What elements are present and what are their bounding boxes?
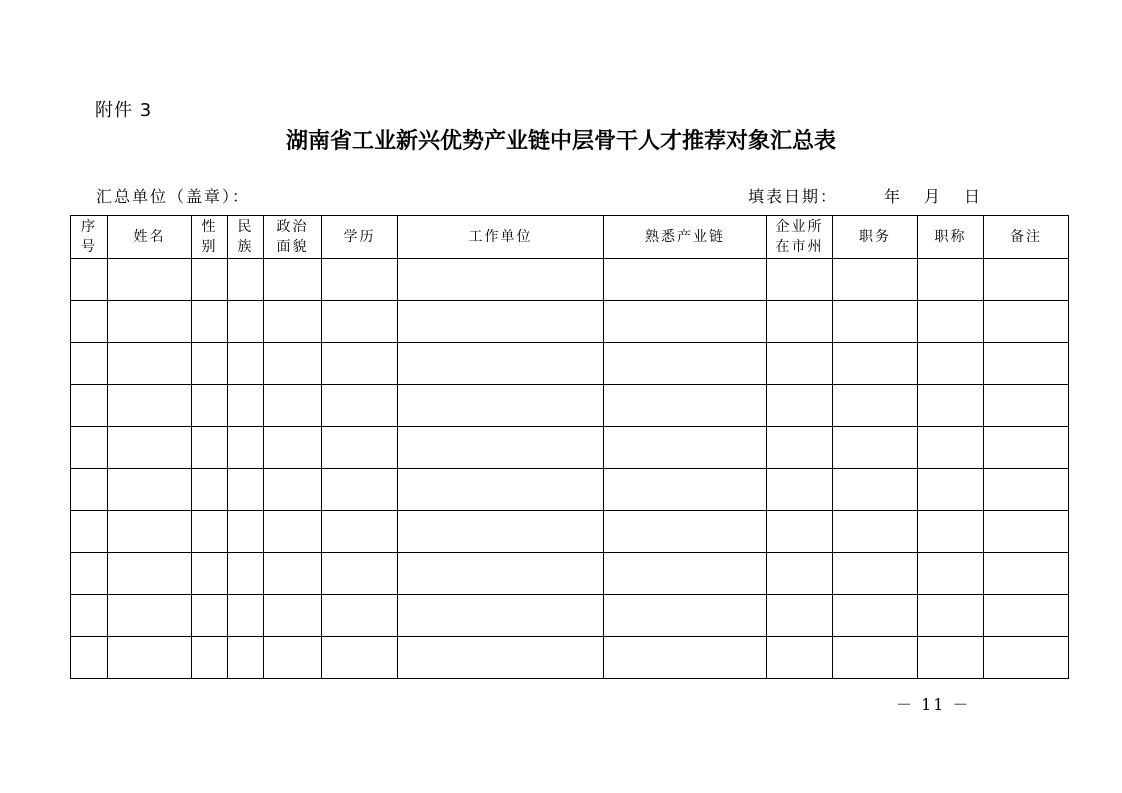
table-row	[71, 511, 1069, 553]
recommendation-summary-table	[70, 215, 1069, 679]
table-cell[interactable]	[398, 595, 604, 637]
table-row	[71, 301, 1069, 343]
table-cell[interactable]	[833, 595, 918, 637]
table-row	[71, 385, 1069, 427]
table-row	[71, 427, 1069, 469]
table-cell[interactable]	[918, 595, 984, 637]
table-cell[interactable]	[228, 469, 264, 511]
table-cell[interactable]	[767, 385, 833, 427]
table-cell[interactable]	[322, 259, 398, 301]
column-header-line1: 学历	[343, 229, 376, 245]
table-cell[interactable]	[604, 637, 767, 679]
column-header-line1: 企业所	[775, 219, 824, 235]
table-cell[interactable]	[228, 595, 264, 637]
table-cell[interactable]	[918, 301, 984, 343]
page-title: 湖南省工业新兴优势产业链中层骨干人才推荐对象汇总表	[285, 128, 836, 154]
table-cell[interactable]	[108, 385, 192, 427]
table-cell[interactable]	[398, 553, 604, 595]
table-cell[interactable]	[322, 301, 398, 343]
column-header	[264, 216, 322, 259]
table-cell[interactable]	[228, 637, 264, 679]
table-cell[interactable]	[322, 595, 398, 637]
table-cell[interactable]	[322, 553, 398, 595]
column-header	[984, 216, 1069, 259]
table-cell[interactable]	[228, 259, 264, 301]
table-cell[interactable]	[918, 469, 984, 511]
column-header-line2: 号	[81, 239, 97, 255]
table-cell[interactable]	[984, 595, 1069, 637]
table-cell[interactable]	[71, 301, 108, 343]
table-cell[interactable]	[264, 427, 322, 469]
table-cell[interactable]	[918, 511, 984, 553]
table-cell[interactable]	[833, 385, 918, 427]
column-header	[767, 216, 833, 259]
column-header-line1: 性	[201, 219, 218, 235]
table-cell[interactable]	[604, 511, 767, 553]
table-cell[interactable]	[398, 301, 604, 343]
table-cell[interactable]	[108, 595, 192, 637]
table-cell[interactable]	[833, 511, 918, 553]
table-cell[interactable]	[833, 427, 918, 469]
table-cell[interactable]	[192, 637, 228, 679]
table-cell[interactable]	[228, 301, 264, 343]
table-row	[71, 553, 1069, 595]
table-cell[interactable]	[833, 469, 918, 511]
fill-date-label: 填表日期：	[748, 187, 839, 206]
table-cell[interactable]	[71, 385, 108, 427]
fill-date	[748, 184, 1004, 207]
table-cell[interactable]	[264, 343, 322, 385]
column-header	[192, 216, 228, 259]
fill-date-day: 日	[964, 187, 983, 206]
table-cell[interactable]	[398, 637, 604, 679]
table-row	[71, 259, 1069, 301]
table-cell[interactable]	[322, 343, 398, 385]
table-cell[interactable]	[918, 427, 984, 469]
table-cell[interactable]	[192, 595, 228, 637]
table-cell[interactable]	[604, 385, 767, 427]
column-header-line1: 政治	[276, 219, 309, 235]
table-cell[interactable]	[918, 259, 984, 301]
table-cell[interactable]	[228, 511, 264, 553]
table-cell[interactable]	[322, 385, 398, 427]
table-cell[interactable]	[192, 511, 228, 553]
table-cell[interactable]	[264, 511, 322, 553]
table-cell[interactable]	[322, 469, 398, 511]
table-cell[interactable]	[604, 301, 767, 343]
table-cell[interactable]	[264, 301, 322, 343]
table-cell[interactable]	[767, 343, 833, 385]
table-row	[71, 343, 1069, 385]
column-header-line1: 民	[237, 219, 254, 235]
table-cell[interactable]	[192, 469, 228, 511]
table-cell[interactable]	[108, 427, 192, 469]
table-cell[interactable]	[71, 469, 108, 511]
table-cell[interactable]	[398, 511, 604, 553]
table-cell[interactable]	[604, 343, 767, 385]
table-row	[71, 637, 1069, 679]
table-cell[interactable]	[398, 385, 604, 427]
table-cell[interactable]	[108, 637, 192, 679]
table-row	[71, 469, 1069, 511]
table-cell[interactable]	[108, 343, 192, 385]
table-header-row	[71, 216, 1069, 259]
table-cell[interactable]	[108, 553, 192, 595]
table-cell[interactable]	[984, 637, 1069, 679]
table-cell[interactable]	[918, 385, 984, 427]
table-cell[interactable]	[767, 301, 833, 343]
fill-date-year: 年	[884, 187, 903, 206]
column-header	[108, 216, 192, 259]
table-cell[interactable]	[71, 427, 108, 469]
table-cell[interactable]	[767, 637, 833, 679]
table-cell[interactable]	[398, 427, 604, 469]
table-cell[interactable]	[192, 259, 228, 301]
table-cell[interactable]	[767, 511, 833, 553]
column-header	[604, 216, 767, 259]
table-cell[interactable]	[228, 343, 264, 385]
table-cell[interactable]	[767, 595, 833, 637]
table-cell[interactable]	[767, 469, 833, 511]
table-body	[71, 259, 1069, 679]
page-number: － 11 －	[896, 695, 971, 714]
table-cell[interactable]	[767, 553, 833, 595]
table-cell[interactable]	[833, 553, 918, 595]
table-cell[interactable]	[984, 427, 1069, 469]
table-cell[interactable]	[398, 259, 604, 301]
column-header-line2: 在市州	[775, 239, 824, 255]
table-cell[interactable]	[833, 637, 918, 679]
column-header-line1: 序	[81, 219, 97, 235]
table-cell[interactable]	[604, 427, 767, 469]
table-cell[interactable]	[604, 259, 767, 301]
table-cell[interactable]	[192, 427, 228, 469]
summary-unit-label: 汇总单位（盖章）：	[96, 187, 251, 206]
column-header-line1: 备注	[1010, 229, 1042, 245]
table-cell[interactable]	[984, 385, 1069, 427]
fill-date-month: 月	[924, 187, 943, 206]
table-cell[interactable]	[108, 301, 192, 343]
table-cell[interactable]	[604, 595, 767, 637]
column-header-line2: 面貌	[276, 239, 309, 255]
table-cell[interactable]	[604, 553, 767, 595]
table-cell[interactable]	[984, 259, 1069, 301]
table-cell[interactable]	[264, 637, 322, 679]
table-cell[interactable]	[833, 259, 918, 301]
table-cell[interactable]	[71, 637, 108, 679]
column-header	[228, 216, 264, 259]
table-cell[interactable]	[398, 343, 604, 385]
table-cell[interactable]	[322, 637, 398, 679]
table-cell[interactable]	[984, 343, 1069, 385]
table-cell[interactable]	[264, 385, 322, 427]
table-cell[interactable]	[228, 427, 264, 469]
table-cell[interactable]	[398, 469, 604, 511]
table-cell[interactable]	[264, 553, 322, 595]
column-header	[322, 216, 398, 259]
table-cell[interactable]	[228, 385, 264, 427]
table-cell[interactable]	[833, 343, 918, 385]
table-cell[interactable]	[192, 385, 228, 427]
table-cell[interactable]	[918, 553, 984, 595]
column-header-line1: 熟悉产业链	[645, 229, 725, 245]
column-header-line1: 姓名	[133, 229, 166, 245]
table-cell[interactable]	[192, 553, 228, 595]
table-cell[interactable]	[322, 511, 398, 553]
column-header-line1: 职务	[859, 229, 891, 245]
table-cell[interactable]	[833, 301, 918, 343]
table-cell[interactable]	[71, 511, 108, 553]
column-header-line1: 工作单位	[468, 229, 533, 245]
table-cell[interactable]	[767, 427, 833, 469]
table-cell[interactable]	[984, 553, 1069, 595]
table-cell[interactable]	[71, 595, 108, 637]
column-header-line1: 职称	[934, 229, 967, 245]
table-cell[interactable]	[192, 343, 228, 385]
table-cell[interactable]	[767, 259, 833, 301]
column-header	[398, 216, 604, 259]
table-cell[interactable]	[322, 427, 398, 469]
table-cell[interactable]	[108, 511, 192, 553]
column-header-line2: 别	[201, 239, 218, 255]
table-cell[interactable]	[108, 469, 192, 511]
table-cell[interactable]	[192, 301, 228, 343]
table-cell[interactable]	[264, 259, 322, 301]
table-cell[interactable]	[918, 343, 984, 385]
table-cell[interactable]	[108, 259, 192, 301]
column-header	[918, 216, 984, 259]
table-cell[interactable]	[918, 637, 984, 679]
table-row	[71, 595, 1069, 637]
table-cell[interactable]	[984, 511, 1069, 553]
table-cell[interactable]	[71, 343, 108, 385]
table-cell[interactable]	[228, 553, 264, 595]
attachment-label: 附件 3	[95, 100, 153, 121]
table-cell[interactable]	[264, 469, 322, 511]
table-cell[interactable]	[604, 469, 767, 511]
column-header	[833, 216, 918, 259]
table-cell[interactable]	[984, 469, 1069, 511]
table-cell[interactable]	[984, 301, 1069, 343]
column-header-line2: 族	[237, 239, 254, 255]
table-cell[interactable]	[71, 553, 108, 595]
column-header	[71, 216, 108, 259]
table-cell[interactable]	[264, 595, 322, 637]
table-cell[interactable]	[71, 259, 108, 301]
